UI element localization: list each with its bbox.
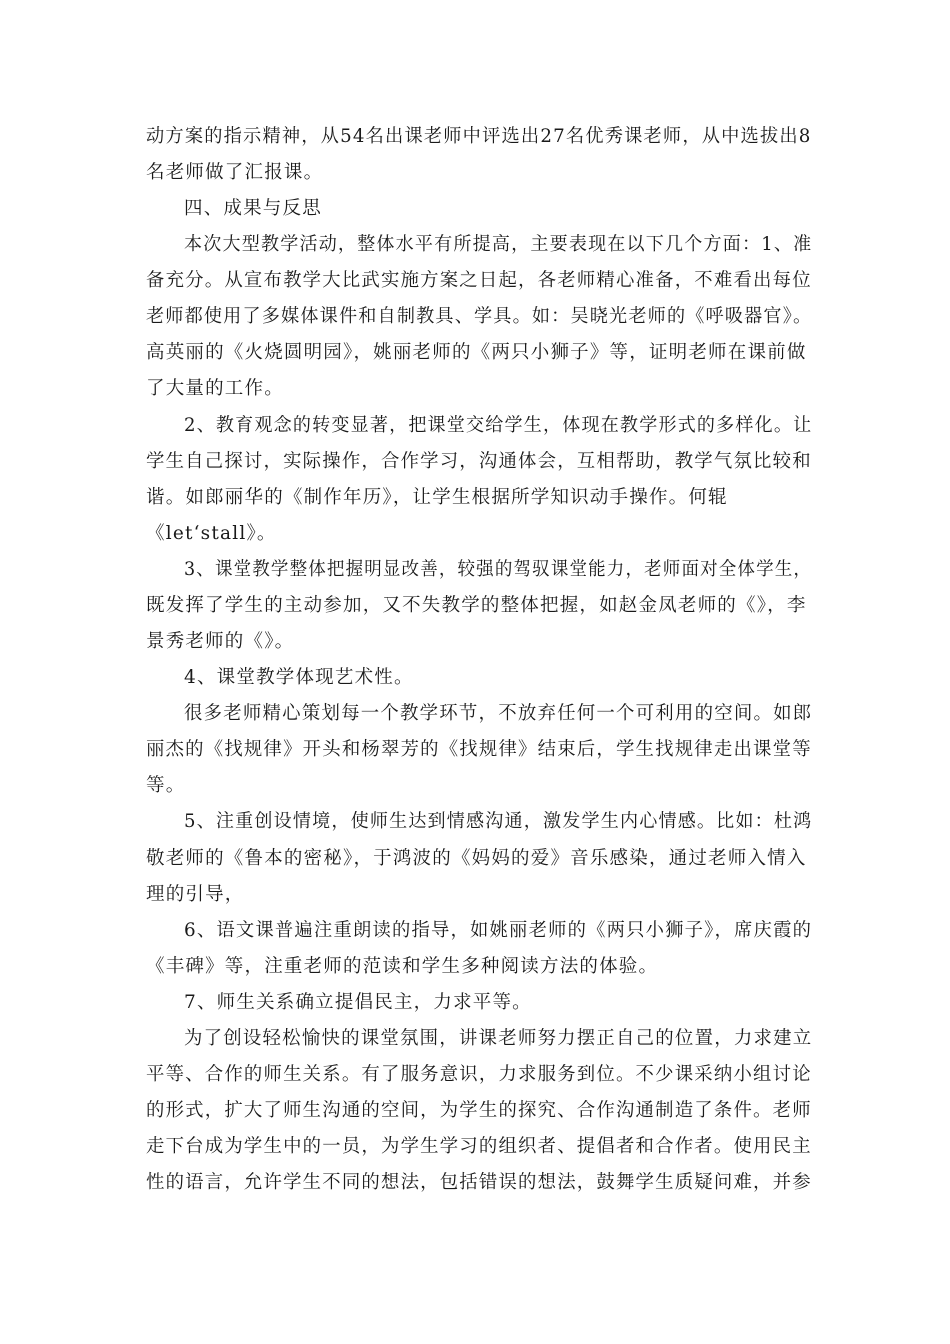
text-line: 6、语文课普遍注重朗读的指导，如姚丽老师的《两只小狮子》，席庆霞的 — [184, 920, 813, 941]
text-line: 走下台成为学生中的一员，为学生学习的组织者、提倡者和合作者。使用民主 — [146, 1136, 812, 1157]
text-line: 4、课堂教学体现艺术性。 — [184, 667, 414, 688]
text-line: 谐。如郎丽华的《制作年历》，让学生根据所学知识动手操作。何辊 — [146, 487, 728, 508]
text-line: 了大量的工作。 — [146, 378, 284, 399]
text-line: 名老师做了汇报课。 — [146, 162, 324, 183]
text-line: 既发挥了学生的主动参加，又不失教学的整体把握，如赵金凤老师的《》，李 — [146, 595, 807, 616]
section-heading: 四、成果与反思 — [184, 198, 322, 219]
text-line: 3、课堂教学整体把握明显改善，较强的驾驭课堂能力，老师面对全体学生， — [184, 559, 813, 580]
text-line: 丽杰的《找规律》开头和杨翠芳的《找规律》结束后，学生找规律走出课堂等 — [146, 739, 812, 760]
text-line: 本次大型教学活动，整体水平有所提高，主要表现在以下几个方面：1、准 — [184, 234, 813, 255]
text-line: 为了创设轻松愉快的课堂氛围，讲课老师努力摆正自己的位置，力求建立 — [184, 1028, 813, 1049]
text-line: 平等、合作的师生关系。有了服务意识，力求服务到位。不少课采纳小组讨论 — [146, 1064, 812, 1085]
text-line: 高英丽的《火烧圆明园》，姚丽老师的《两只小狮子》等，证明老师在课前做 — [146, 342, 807, 363]
text-line: 备充分。从宣布教学大比武实施方案之日起，各老师精心准备，不难看出每位 — [146, 270, 812, 291]
text-line: 《let‘stall》。 — [146, 523, 277, 544]
text-line: 等。 — [146, 775, 186, 796]
text-line: 2、教育观念的转变显著，把课堂交给学生，体现在教学形式的多样化。让 — [184, 415, 813, 436]
text-line: 5、注重创设情境，使师生达到情感沟通，激发学生内心情感。比如：杜鸿 — [184, 811, 813, 832]
text-line: 7、师生关系确立提倡民主，力求平等。 — [184, 992, 532, 1013]
text-line: 敬老师的《鲁本的密秘》，于鸿波的《妈妈的爱》音乐感染，通过老师入情入 — [146, 848, 807, 869]
text-line: 动方案的指示精神，从54名出课老师中评选出27名优秀课老师，从中选拔出8 — [146, 126, 812, 147]
text-line: 的形式，扩大了师生沟通的空间，为学生的探究、合作沟通制造了条件。老师 — [146, 1100, 812, 1121]
text-line: 性的语言，允许学生不同的想法，包括错误的想法，鼓舞学生质疑问难，并参 — [146, 1172, 812, 1193]
text-line: 理的引导， — [146, 884, 245, 905]
text-line: 老师都使用了多媒体课件和自制教具、学具。如：吴晓光老师的《呼吸器官》。 — [146, 306, 813, 327]
text-line: 学生自己探讨，实际操作，合作学习，沟通体会，互相帮助，教学气氛比较和 — [146, 451, 812, 472]
text-line: 景秀老师的《》。 — [146, 631, 295, 652]
text-line: 《丰碑》等，注重老师的范读和学生多种阅读方法的体验。 — [146, 956, 659, 977]
text-line: 很多老师精心策划每一个教学环节，不放弃任何一个可利用的空间。如郎 — [184, 703, 813, 724]
